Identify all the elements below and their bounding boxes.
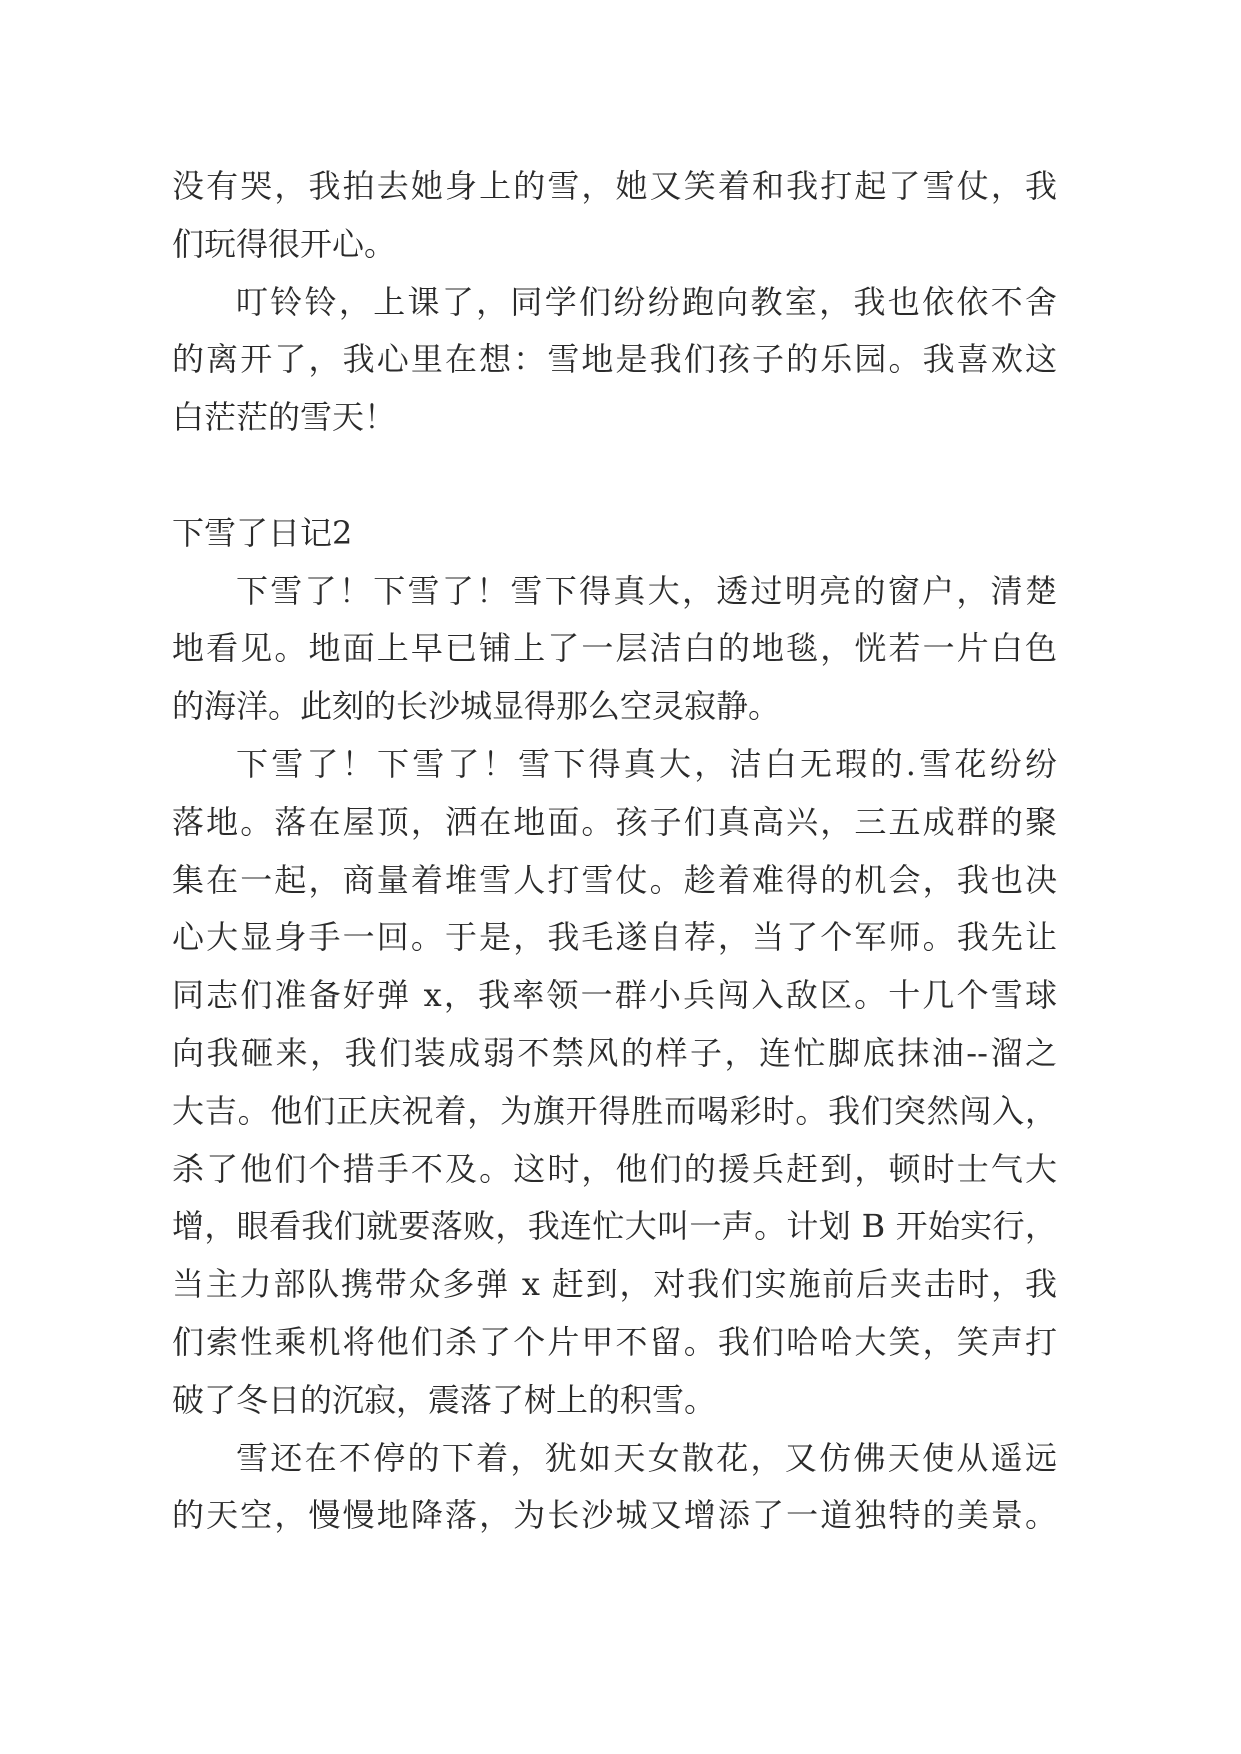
text-line: 没有哭，我拍去她身上的雪，她又笑着和我打起了雪仗，我 [172, 167, 1057, 205]
document-page [172, 158, 1057, 1545]
text-line: 落地。落在屋顶，洒在地面。孩子们真高兴，三五成群的聚 [172, 802, 1057, 841]
text-line: 白茫茫的雪天！ [172, 398, 397, 437]
text-line: 同志们准备好弹 x，我率领一群小兵闯入敌区。十几个雪球 [172, 976, 1057, 1015]
paragraph [172, 158, 1057, 274]
text-line: 叮铃铃，上课了，同学们纷纷跑向教室，我也依依不舍 [236, 282, 1057, 321]
text-line: 心大显身手一回。于是，我毛遂自荐，当了个军师。我先让 [172, 918, 1057, 957]
text-line: 下雪了！下雪了！雪下得真大，透过明亮的窗户，清楚 [236, 571, 1057, 610]
text-line: 地看见。地面上早已铺上了一层洁白的地毯，恍若一片白色 [172, 629, 1057, 668]
text-line: 们玩得很开心。 [172, 224, 397, 263]
paragraph [172, 736, 1057, 1430]
text-line: 大吉。他们正庆祝着，为旗开得胜而喝彩时。我们突然闯入， [172, 1091, 1057, 1130]
text-line: 增，眼看我们就要落败，我连忙大叫一声。计划 B 开始实行， [172, 1207, 1057, 1246]
text-line: 的海洋。此刻的长沙城显得那么空灵寂静。 [172, 687, 781, 726]
paragraph [172, 274, 1057, 447]
text-line: 向我砸来，我们装成弱不禁风的样子，连忙脚底抹油--溜之 [172, 1033, 1057, 1072]
paragraph [172, 563, 1057, 736]
text-line: 下雪了！下雪了！雪下得真大，洁白无瑕的.雪花纷纷 [236, 744, 1057, 783]
paragraph [172, 1430, 1057, 1546]
text-line: 雪还在不停的下着，犹如天女散花，又仿佛天使从遥远 [236, 1438, 1057, 1477]
text-line: 的离开了，我心里在想：雪地是我们孩子的乐园。我喜欢这 [172, 340, 1057, 379]
text-line: 们索性乘机将他们杀了个片甲不留。我们哈哈大笑，笑声打 [172, 1322, 1057, 1361]
text-line: 杀了他们个措手不及。这时，他们的援兵赶到，顿时士气大 [172, 1149, 1057, 1188]
entry-title: 下雪了日记2 [172, 513, 353, 552]
text-line: 破了冬日的沉寂，震落了树上的积雪。 [172, 1380, 717, 1419]
text-line: 当主力部队携带众多弹 x 赶到，对我们实施前后夹击时，我 [172, 1265, 1057, 1304]
text-line: 集在一起，商量着堆雪人打雪仗。趁着难得的机会，我也决 [172, 860, 1057, 899]
text-line: 的天空，慢慢地降落，为长沙城又增添了一道独特的美景。 [172, 1496, 1057, 1535]
